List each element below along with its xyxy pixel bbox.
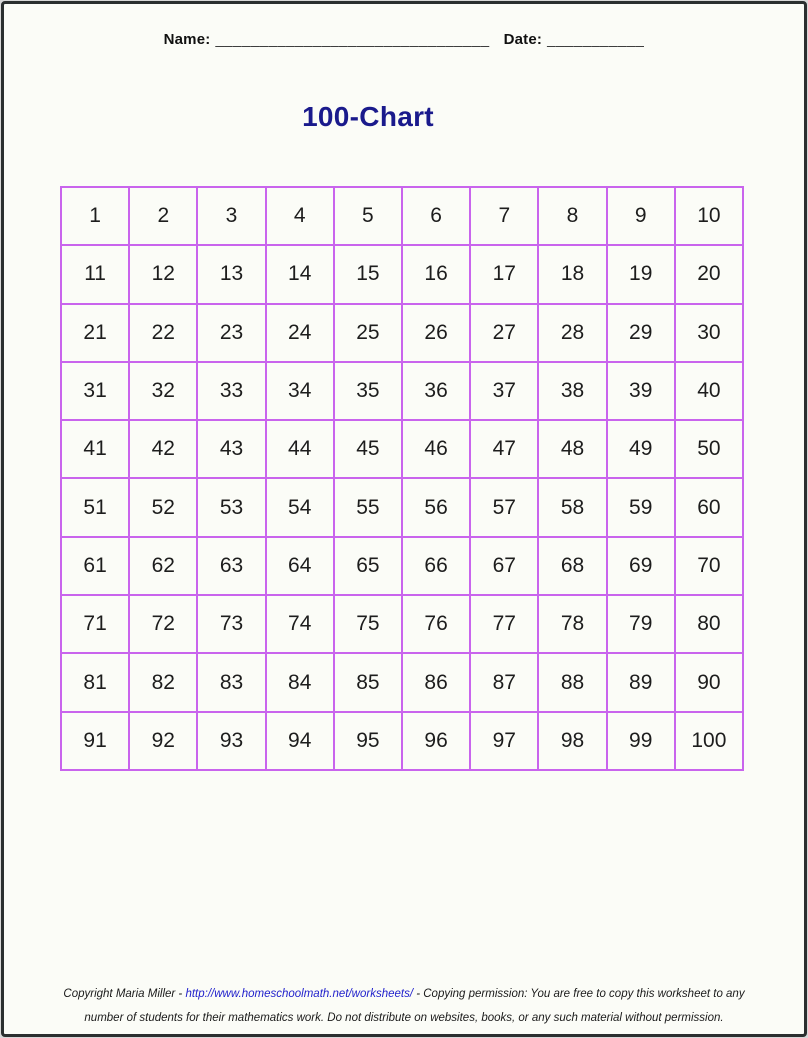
copyright-footer bbox=[4, 982, 804, 1030]
chart-cell-42: 42 bbox=[130, 421, 196, 477]
chart-cell-15: 15 bbox=[335, 246, 401, 302]
footer-text-suffix: - Copying permission: You are free to copy this worksheet to any bbox=[413, 988, 745, 1000]
name-label: Name: bbox=[163, 31, 211, 48]
chart-cell-69: 69 bbox=[608, 538, 674, 594]
chart-cell-44: 44 bbox=[267, 421, 333, 477]
chart-cell-71: 71 bbox=[62, 596, 128, 652]
chart-cell-13: 13 bbox=[198, 246, 264, 302]
chart-cell-37: 37 bbox=[471, 363, 537, 419]
chart-cell-88: 88 bbox=[539, 654, 605, 710]
chart-cell-28: 28 bbox=[539, 305, 605, 361]
chart-cell-34: 34 bbox=[267, 363, 333, 419]
chart-cell-4: 4 bbox=[267, 188, 333, 244]
chart-cell-35: 35 bbox=[335, 363, 401, 419]
chart-cell-90: 90 bbox=[676, 654, 742, 710]
chart-cell-80: 80 bbox=[676, 596, 742, 652]
chart-cell-23: 23 bbox=[198, 305, 264, 361]
chart-cell-77: 77 bbox=[471, 596, 537, 652]
chart-cell-46: 46 bbox=[403, 421, 469, 477]
chart-cell-40: 40 bbox=[676, 363, 742, 419]
chart-cell-17: 17 bbox=[471, 246, 537, 302]
chart-cell-63: 63 bbox=[198, 538, 264, 594]
chart-cell-100: 100 bbox=[676, 713, 742, 769]
chart-cell-95: 95 bbox=[335, 713, 401, 769]
chart-cell-78: 78 bbox=[539, 596, 605, 652]
chart-cell-7: 7 bbox=[471, 188, 537, 244]
chart-cell-93: 93 bbox=[198, 713, 264, 769]
name-date-header bbox=[4, 31, 804, 48]
hundred-chart-grid bbox=[60, 186, 744, 771]
chart-cell-36: 36 bbox=[403, 363, 469, 419]
chart-cell-60: 60 bbox=[676, 479, 742, 535]
chart-cell-8: 8 bbox=[539, 188, 605, 244]
chart-cell-85: 85 bbox=[335, 654, 401, 710]
page-title: 100-Chart bbox=[302, 101, 434, 132]
chart-cell-38: 38 bbox=[539, 363, 605, 419]
name-blank-line: _______________________________ bbox=[215, 31, 490, 48]
chart-cell-9: 9 bbox=[608, 188, 674, 244]
chart-cell-92: 92 bbox=[130, 713, 196, 769]
chart-cell-52: 52 bbox=[130, 479, 196, 535]
title-area bbox=[4, 101, 732, 133]
chart-cell-41: 41 bbox=[62, 421, 128, 477]
chart-cell-55: 55 bbox=[335, 479, 401, 535]
chart-cell-62: 62 bbox=[130, 538, 196, 594]
chart-cell-19: 19 bbox=[608, 246, 674, 302]
worksheet-page bbox=[1, 1, 807, 1037]
chart-cell-32: 32 bbox=[130, 363, 196, 419]
chart-cell-96: 96 bbox=[403, 713, 469, 769]
footer-line-2: number of students for their mathematics work. Do not distribute on websites, books, or any such material without permission. bbox=[84, 1012, 724, 1024]
chart-cell-67: 67 bbox=[471, 538, 537, 594]
chart-cell-25: 25 bbox=[335, 305, 401, 361]
chart-cell-49: 49 bbox=[608, 421, 674, 477]
chart-cell-70: 70 bbox=[676, 538, 742, 594]
chart-cell-2: 2 bbox=[130, 188, 196, 244]
homeschoolmath-link[interactable]: http://www.homeschoolmath.net/worksheets/ bbox=[185, 988, 414, 1000]
chart-cell-10: 10 bbox=[676, 188, 742, 244]
chart-cell-72: 72 bbox=[130, 596, 196, 652]
chart-cell-33: 33 bbox=[198, 363, 264, 419]
chart-cell-58: 58 bbox=[539, 479, 605, 535]
chart-cell-68: 68 bbox=[539, 538, 605, 594]
chart-cell-48: 48 bbox=[539, 421, 605, 477]
chart-cell-82: 82 bbox=[130, 654, 196, 710]
chart-cell-75: 75 bbox=[335, 596, 401, 652]
chart-cell-91: 91 bbox=[62, 713, 128, 769]
chart-cell-61: 61 bbox=[62, 538, 128, 594]
chart-cell-43: 43 bbox=[198, 421, 264, 477]
chart-cell-27: 27 bbox=[471, 305, 537, 361]
chart-cell-87: 87 bbox=[471, 654, 537, 710]
chart-cell-51: 51 bbox=[62, 479, 128, 535]
chart-cell-89: 89 bbox=[608, 654, 674, 710]
chart-cell-81: 81 bbox=[62, 654, 128, 710]
chart-cell-97: 97 bbox=[471, 713, 537, 769]
chart-cell-66: 66 bbox=[403, 538, 469, 594]
date-label: Date: bbox=[503, 31, 543, 48]
chart-cell-21: 21 bbox=[62, 305, 128, 361]
chart-cell-57: 57 bbox=[471, 479, 537, 535]
chart-cell-24: 24 bbox=[267, 305, 333, 361]
chart-cell-22: 22 bbox=[130, 305, 196, 361]
chart-cell-1: 1 bbox=[62, 188, 128, 244]
chart-cell-83: 83 bbox=[198, 654, 264, 710]
chart-cell-65: 65 bbox=[335, 538, 401, 594]
chart-cell-14: 14 bbox=[267, 246, 333, 302]
chart-cell-5: 5 bbox=[335, 188, 401, 244]
chart-cell-76: 76 bbox=[403, 596, 469, 652]
chart-cell-98: 98 bbox=[539, 713, 605, 769]
chart-cell-29: 29 bbox=[608, 305, 674, 361]
chart-cell-3: 3 bbox=[198, 188, 264, 244]
chart-cell-99: 99 bbox=[608, 713, 674, 769]
chart-cell-56: 56 bbox=[403, 479, 469, 535]
chart-cell-59: 59 bbox=[608, 479, 674, 535]
footer-line-1 bbox=[4, 982, 804, 1006]
chart-cell-47: 47 bbox=[471, 421, 537, 477]
chart-cell-45: 45 bbox=[335, 421, 401, 477]
chart-cell-50: 50 bbox=[676, 421, 742, 477]
chart-cell-74: 74 bbox=[267, 596, 333, 652]
chart-cell-94: 94 bbox=[267, 713, 333, 769]
footer-text-prefix: Copyright Maria Miller - bbox=[63, 988, 186, 1000]
chart-cell-79: 79 bbox=[608, 596, 674, 652]
chart-cell-84: 84 bbox=[267, 654, 333, 710]
chart-cell-16: 16 bbox=[403, 246, 469, 302]
chart-cell-20: 20 bbox=[676, 246, 742, 302]
chart-cell-26: 26 bbox=[403, 305, 469, 361]
chart-cell-18: 18 bbox=[539, 246, 605, 302]
chart-cell-30: 30 bbox=[676, 305, 742, 361]
chart-cell-64: 64 bbox=[267, 538, 333, 594]
chart-cell-11: 11 bbox=[62, 246, 128, 302]
chart-cell-12: 12 bbox=[130, 246, 196, 302]
chart-cell-39: 39 bbox=[608, 363, 674, 419]
chart-cell-6: 6 bbox=[403, 188, 469, 244]
chart-cell-73: 73 bbox=[198, 596, 264, 652]
chart-cell-54: 54 bbox=[267, 479, 333, 535]
date-blank-line: ___________ bbox=[547, 31, 645, 48]
chart-cell-86: 86 bbox=[403, 654, 469, 710]
chart-cell-31: 31 bbox=[62, 363, 128, 419]
chart-cell-53: 53 bbox=[198, 479, 264, 535]
